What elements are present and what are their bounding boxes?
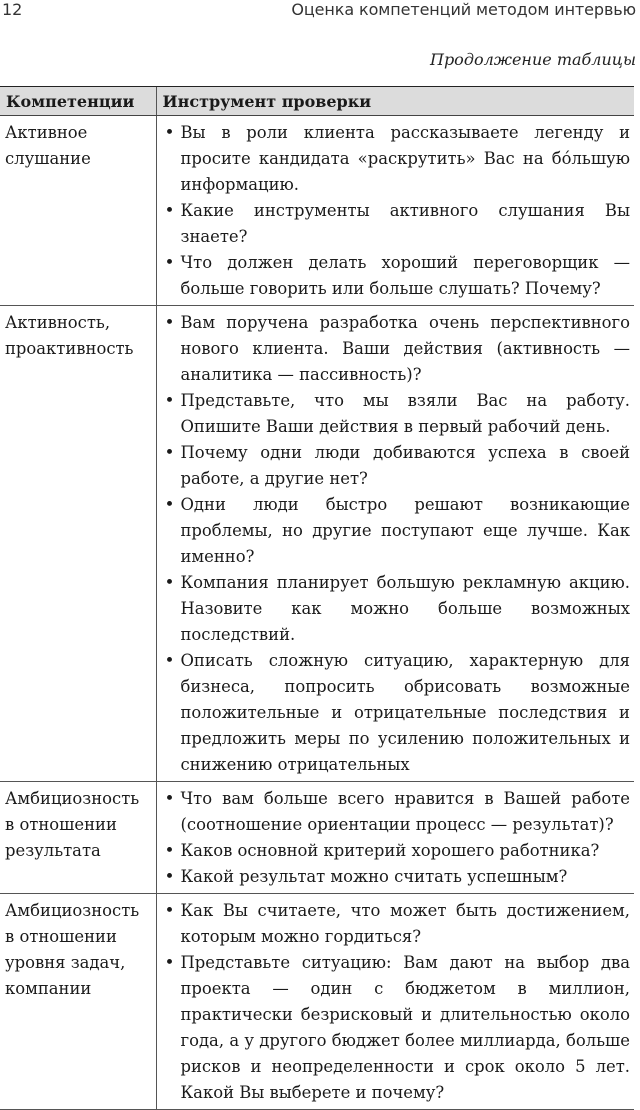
tool-cell — [156, 782, 634, 894]
tool-cell — [156, 116, 634, 306]
question-list-item: • Почему одни люди добиваются успеха в своей работе, а другие нет? — [163, 440, 631, 492]
table-header-row — [0, 87, 634, 116]
table-continuation-caption: Продолжение таблицы — [429, 50, 636, 69]
question-list-item: • Представьте, что мы взяли Вас на работу. Опишите Ваши действия в первый рабочий день. — [163, 388, 631, 440]
question-list-item: • Что вам больше всего нравится в Вашей работе (соотношение ориентации процесс — результат)? — [163, 786, 631, 838]
question-list-item: • Вам поручена разработка очень перспективного нового клиента. Ваши действия (активность — аналитика — пассивность)? — [163, 310, 631, 388]
tool-cell — [156, 894, 634, 1110]
competency-cell: Амбициозность в отношении результата — [0, 782, 156, 894]
table-row — [0, 782, 634, 894]
table-row — [0, 306, 634, 782]
competency-table — [0, 86, 634, 1110]
question-list — [163, 786, 631, 890]
question-list-item: • Вы в роли клиента рассказываете легенду и просите кандидата «раскрутить» Вас на бо́льшую информацию. — [163, 120, 631, 198]
question-list-item: • Какой результат можно считать успешным? — [163, 864, 631, 890]
question-list — [163, 898, 631, 1106]
table-row — [0, 116, 634, 306]
table-body — [0, 116, 634, 1110]
competency-cell: Активность, проактивность — [0, 306, 156, 782]
question-list-item: • Одни люди быстро решают возникающие проблемы, но другие поступают еще лучше. Как именно? — [163, 492, 631, 570]
column-header-competencies: Компетенции — [0, 87, 156, 116]
question-list-item: • Какие инструменты активного слушания Вы знаете? — [163, 198, 631, 250]
question-list-item: • Компания планирует большую рекламную акцию. Назовите как можно больше возможных последствий. — [163, 570, 631, 648]
question-list — [163, 120, 631, 302]
running-title: Оценка компетенций методом интервью — [291, 0, 636, 19]
question-list-item: • Как Вы считаете, что может быть достижением, которым можно гордиться? — [163, 898, 631, 950]
question-list-item: • Представьте ситуацию: Вам дают на выбор два проекта — один с бюджетом в миллион, практически безрисковый и длительностью около года, а у другого бюджет более миллиарда, больше рисков и неопределенности и срок около 5 лет. Какой Вы выберете и почему? — [163, 950, 631, 1106]
competency-cell: Амбициозность в отношении уровня задач, компании — [0, 894, 156, 1110]
question-list — [163, 310, 631, 778]
question-list-item: • Что должен делать хороший переговорщик — больше говорить или больше слушать? Почему? — [163, 250, 631, 302]
column-header-tool: Инструмент проверки — [156, 87, 634, 116]
page-number: 12 — [2, 0, 23, 19]
question-list-item: • Каков основной критерий хорошего работника? — [163, 838, 631, 864]
question-list-item: • Описать сложную ситуацию, характерную для бизнеса, попросить обрисовать возможные положительные и отрицательные последствия и предложить меры по усилению положительных и снижению отрицательных — [163, 648, 631, 778]
tool-cell — [156, 306, 634, 782]
running-head — [0, 0, 640, 24]
table-row — [0, 894, 634, 1110]
competency-cell: Активное слушание — [0, 116, 156, 306]
